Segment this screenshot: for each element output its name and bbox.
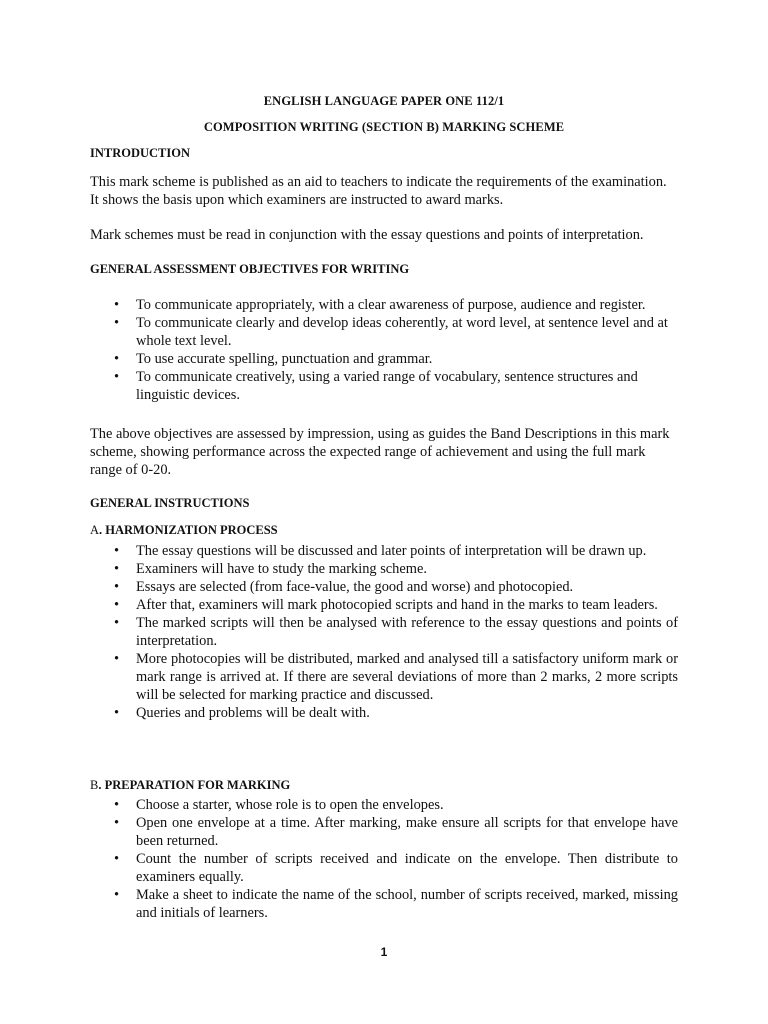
bullet-icon: • <box>114 615 120 631</box>
general-instructions-heading: GENERAL INSTRUCTIONS <box>90 496 250 510</box>
introduction-paragraph: This mark scheme is published as an aid to teachers to indicate the requirements of the examination. It shows the basis upon which examiners are instructed to award marks. <box>90 174 667 208</box>
bullet-icon: • <box>114 815 120 831</box>
bullet-icon: • <box>114 797 120 813</box>
list-item: • To use accurate spelling, punctuation and grammar. <box>114 351 433 367</box>
list-item: • Count the number of scripts received and indicate on the envelope. Then distribute to examiners equally. <box>114 851 678 885</box>
objectives-summary: The above objectives are assessed by impression, using as guides the Band Descriptions in this mark scheme, showing performance across the expected range of achievement and using the full mark range of 0-20. <box>90 426 670 478</box>
bullet-icon: • <box>114 543 120 559</box>
document-title: ENGLISH LANGUAGE PAPER ONE 112/1 <box>263 94 505 108</box>
list-item: • Examiners will have to study the marking scheme. <box>114 561 427 577</box>
bullet-icon: • <box>114 369 120 385</box>
preparation-list <box>114 796 678 922</box>
harmonization-heading: A. HARMONIZATION PROCESS <box>90 523 278 537</box>
objectives-list <box>114 296 684 404</box>
list-item: • Queries and problems will be dealt with. <box>114 705 370 721</box>
bullet-icon: • <box>114 705 120 721</box>
bullet-icon: • <box>114 351 120 367</box>
list-item: • More photocopies will be distributed, marked and analysed till a satisfactory uniform mark or mark range is arrived at. If there are several deviations of more than 2 marks, 2 more scripts will be selected for marking practice and discussed. <box>114 651 678 703</box>
preparation-heading: B. PREPARATION FOR MARKING <box>90 778 291 792</box>
bullet-icon: • <box>114 851 120 867</box>
list-item: • The essay questions will be discussed and later points of interpretation will be drawn up. <box>114 543 647 559</box>
list-item: • To communicate appropriately, with a clear awareness of purpose, audience and register. <box>114 297 646 313</box>
list-item: • Choose a starter, whose role is to open the envelopes. <box>114 797 444 813</box>
bullet-icon: • <box>114 579 120 595</box>
list-item: • After that, examiners will mark photocopied scripts and hand in the marks to team leaders. <box>114 597 658 613</box>
introduction-heading: INTRODUCTION <box>90 146 191 160</box>
objectives-heading: GENERAL ASSESSMENT OBJECTIVES FOR WRITING <box>90 262 410 276</box>
bullet-icon: • <box>114 651 120 667</box>
list-item: • The marked scripts will then be analysed with reference to the essay questions and points of interpretation. <box>114 615 678 649</box>
bullet-icon: • <box>114 315 120 331</box>
bullet-icon: • <box>114 297 120 313</box>
document-subtitle: COMPOSITION WRITING (SECTION B) MARKING SCHEME <box>203 120 565 134</box>
bullet-icon: • <box>114 597 120 613</box>
harmonization-list <box>114 542 678 722</box>
introduction-note: Mark schemes must be read in conjunction with the essay questions and points of interpretation. <box>90 227 644 243</box>
list-item: • Make a sheet to indicate the name of the school, number of scripts received, marked, missing and initials of learners. <box>114 887 678 921</box>
bullet-icon: • <box>114 887 120 903</box>
page-number: 1 <box>380 945 388 959</box>
bullet-icon: • <box>114 561 120 577</box>
list-item: • Essays are selected (from face-value, the good and worse) and photocopied. <box>114 579 574 595</box>
list-item: • Open one envelope at a time. After marking, make ensure all scripts for that envelope have been returned. <box>114 815 678 849</box>
list-item: • To communicate clearly and develop ideas coherently, at word level, at sentence level and at whole text level. <box>114 315 668 349</box>
list-item: • To communicate creatively, using a varied range of vocabulary, sentence structures and linguistic devices. <box>114 369 638 403</box>
